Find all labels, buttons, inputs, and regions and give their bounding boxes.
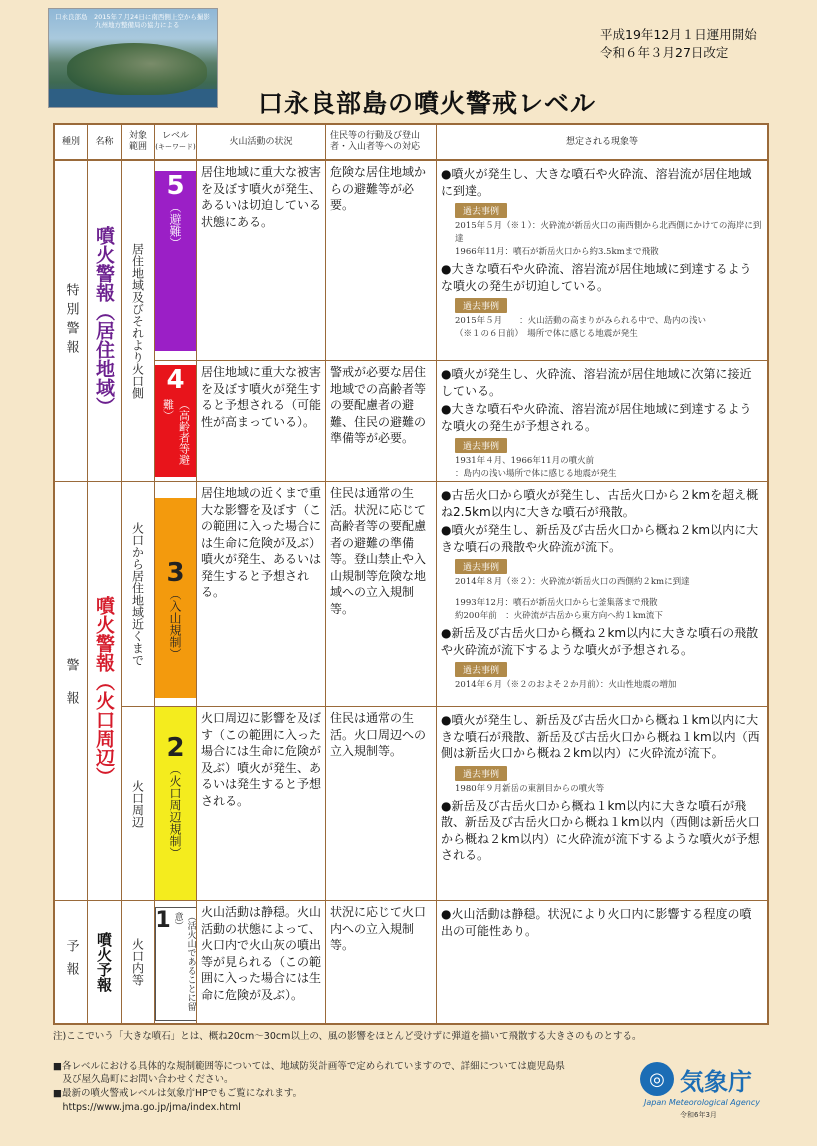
- scope-residential: 居住地域及びそれより火口側: [122, 161, 154, 481]
- level-5-number: 5: [166, 171, 185, 201]
- level-2-badge: [155, 707, 196, 900]
- level-1-number: 1: [155, 908, 171, 933]
- phenomena-l5-bullet-1: ●噴火が発生し、大きな噴石や火砕流、溶岩流が居住地域に到達。: [441, 167, 752, 198]
- phenomena-level-1: [437, 901, 767, 1023]
- header-scope: 対象範囲: [122, 125, 154, 159]
- action-level-4: 警戒が必要な居住地域での高齢者等の要配慮者の避難、住民の避難の準備等が必要。: [326, 361, 436, 481]
- scope-crater-area: 火口周辺: [122, 707, 154, 900]
- past-cases-badge: 過去事例: [455, 766, 507, 781]
- past-case-l5-2: 1966年11月：噴石が新岳火口から約3.5kmまで飛散: [455, 247, 659, 257]
- note-regulation-2: 及び屋久島町にお問い合わせください。: [53, 1074, 234, 1085]
- jma-emblem-icon: ◎: [640, 1062, 674, 1096]
- jma-logo-date: 令和6年3月: [680, 1111, 717, 1119]
- past-case-l5-1: 2015年５月（※１）：火砕流が新岳火口の南西側から北西側にかけての海岸に到達: [455, 221, 762, 244]
- photo-island: [67, 43, 207, 95]
- level-4-keyword: （高齢者等避難）: [161, 399, 191, 465]
- header-level-label: レベル: [161, 131, 189, 141]
- name-special: 噴火警報（居住地域）: [88, 161, 121, 481]
- level-1-keyword: （活火山であることに留意）: [172, 912, 196, 1011]
- past-case-l5-3: 2015年５月 ：火山活動の高まりがみられる中で、島内の浅い: [455, 316, 706, 326]
- level-2-cell: [155, 707, 196, 900]
- phenomena-level-2: [437, 707, 767, 900]
- jma-url-link[interactable]: https://www.jma.go.jp/jma/index.html: [53, 1102, 241, 1113]
- jma-logo-name: 気象庁: [680, 1068, 752, 1096]
- past-case-l2-1: 1980年９月新岳の東割目からの噴火等: [455, 783, 605, 794]
- phenomena-l2-bullet-1: ●噴火が発生し、新岳及び古岳火口から概ね１km以内に大きな噴石が飛散、新岳及び古岳火口から概ね１km以内（西側は新岳火口から概ね２km以内）に火砕流が流下。: [441, 713, 760, 760]
- past-cases-badge: 過去事例: [455, 438, 507, 453]
- note-website: ■最新の噴火警戒レベルは気象庁HPでもご覧になれます。: [53, 1088, 303, 1099]
- photo-caption-line2: 九州地方整備局の協力による: [95, 21, 180, 29]
- past-case-l4-1: 1931年４月、1966年11月の噴火前: [455, 456, 595, 466]
- type-special: 特別警報: [55, 161, 87, 481]
- level-3-keyword: （入山規制）: [168, 588, 182, 660]
- jma-logo-english: Japan Meteorological Agency: [644, 1098, 760, 1107]
- header-action: 住民等の行動及び登山者・入山者等への対応: [326, 125, 436, 159]
- header-level: [155, 125, 196, 159]
- past-cases-badge: 過去事例: [455, 298, 507, 313]
- level-2-number: 2: [166, 733, 185, 763]
- activity-level-4: 居住地域に重大な被害を及ぼす噴火が発生すると予想される（可能性が高まっている）。: [197, 361, 325, 481]
- action-level-1: 状況に応じて火口内への立入規制等。: [326, 901, 436, 1023]
- type-warning: 警報: [55, 482, 87, 900]
- phenomena-l3-bullet-1: ●古岳火口から噴火が発生し、古岳火口から２kmを超え概ね2.5km以内に大きな噴石が飛散。: [441, 488, 759, 519]
- past-case-l4-2: ：島内の浅い場所で体に感じる地震が発生: [455, 469, 617, 479]
- action-level-2: 住民は通常の生活。火口周辺への立入規制等。: [326, 707, 436, 900]
- island-photo: [48, 8, 218, 108]
- header-level-sub: (キーワード): [155, 143, 196, 151]
- past-case-l3-4: 2014年６月（※２のおよそ２か月前）：火山性地震の増加: [455, 680, 677, 690]
- header-activity: 火山活動の状況: [197, 125, 325, 159]
- phenomena-l3-bullet-3: ●新岳及び古岳火口から概ね２km以内に大きな噴石の飛散や火砕流が流下するような噴火が予想される。: [441, 626, 759, 657]
- past-cases-badge: 過去事例: [455, 203, 507, 218]
- note-large-blocks: 注)ここでいう「大きな噴石」とは、概ね20cm〜30cm以上の、風の影響をほとんど受けずに弾道を描いて飛散する大きさのものとする。: [53, 1031, 642, 1042]
- phenomena-level-5: [437, 161, 767, 360]
- jma-logo: [640, 1060, 770, 1120]
- photo-caption: [55, 13, 215, 29]
- level-1-badge: [155, 907, 196, 1021]
- level-5-badge: [155, 171, 196, 351]
- level-5-keyword: （避難）: [168, 201, 182, 249]
- phenomena-level-3: [437, 482, 767, 706]
- header-phenomena: 想定される現象等: [437, 125, 767, 159]
- phenomena-l4-bullet-1: ●噴火が発生し、火砕流、溶岩流が居住地域に次第に接近している。: [441, 367, 752, 398]
- past-case-l3-2: 1993年12月：噴石が新岳火口から七釜集落まで飛散: [455, 598, 658, 608]
- name-forecast: 噴火予報: [88, 901, 121, 1023]
- level-3-cell: [155, 482, 196, 706]
- header-name: 名称: [88, 125, 121, 159]
- level-3-number: 3: [166, 558, 185, 588]
- activity-level-5: 居住地域に重大な被害を及ぼす噴火が発生、あるいは切迫している状態にある。: [197, 161, 325, 360]
- scope-near-residential: 火口から居住地域近くまで: [122, 482, 154, 706]
- photo-caption-line1: 口永良部島 2015年７月24日に南西側上空から撮影: [55, 13, 210, 21]
- action-level-3: 住民は通常の生活。状況に応じて高齢者等の要配慮者の避難の準備等。登山禁止や入山規制等危険な地域への立入規制等。: [326, 482, 436, 706]
- header-type: 種別: [55, 125, 87, 159]
- past-cases-badge: 過去事例: [455, 662, 507, 677]
- date-block: [600, 26, 757, 62]
- phenomena-l5-bullet-2: ●大きな噴石や火砕流、溶岩流が居住地域に到達するような噴火の発生が切迫している。: [441, 262, 752, 293]
- scope-inside-crater: 火口内等: [122, 901, 154, 1023]
- activity-level-3: 居住地域の近くまで重大な影響を及ぼす（この範囲に入った場合には生命に危険が及ぶ）噴火が発生、あるいは発生すると予想される。: [197, 482, 325, 706]
- name-warning: 噴火警報（火口周辺）: [88, 482, 121, 900]
- past-case-l5-4: （※１の６日前） 場所で体に感じる地震が発生: [455, 329, 638, 339]
- past-cases-badge: 過去事例: [455, 559, 507, 574]
- action-level-5: 危険な居住地域からの避難等が必要。: [326, 161, 436, 360]
- phenomena-level-4: [437, 361, 767, 481]
- level-5-cell: [155, 161, 196, 360]
- phenomena-l3-bullet-2: ●噴火が発生し、新岳及び古岳火口から概ね２km以内に大きな噴石の飛散や火砕流が流下。: [441, 523, 759, 554]
- page-title: 口永良部島の噴火警戒レベル: [258, 89, 597, 118]
- past-case-l3-1: 2014年８月（※２）：火砕流が新岳火口の西側約２kmに到達: [455, 577, 690, 587]
- type-forecast: 予報: [55, 901, 87, 1023]
- activity-level-2: 火口周辺に影響を及ぼす（この範囲に入った場合には生命に危険が及ぶ）噴火が発生、あるいは発生すると予想される。: [197, 707, 325, 900]
- level-1-cell: [155, 901, 196, 1023]
- phenomena-l2-bullet-2: ●新岳及び古岳火口から概ね１km以内に大きな噴石が飛散、新岳及び古岳火口から概ね１km以内（西側は新岳火口から概ね２km以内）に火砕流が流下するような噴火が予想される。: [441, 798, 760, 862]
- phenomena-l4-bullet-2: ●大きな噴石や火砕流、溶岩流が居住地域に到達するような噴火の発生が予想される。: [441, 402, 752, 433]
- phenomena-l1-bullet-1: ●火山活動は静穏。状況により火口内に影響する程度の噴出の可能性あり。: [441, 907, 752, 938]
- date-start: 平成19年12月１日運用開始: [600, 27, 757, 42]
- level-4-number: 4: [166, 365, 185, 395]
- level-4-cell: [155, 361, 196, 481]
- alert-level-table: [53, 123, 769, 1025]
- level-2-keyword: （火口周辺規制）: [168, 763, 182, 859]
- activity-level-1: 火山活動は静穏。火山活動の状態によって、火口内で火山灰の噴出等が見られる（この範囲に入った場合には生命に危険が及ぶ）。: [197, 901, 325, 1023]
- note-regulation-1: ■各レベルにおける具体的な規制範囲等については、地域防災計画等で定められていますので、詳細については鹿児島県: [53, 1061, 565, 1072]
- level-3-badge: [155, 498, 196, 698]
- past-case-l3-3: 約200年前 ：火砕流が古岳から東方向へ約１km流下: [455, 611, 663, 621]
- date-revised: 令和６年３月27日改定: [600, 45, 729, 60]
